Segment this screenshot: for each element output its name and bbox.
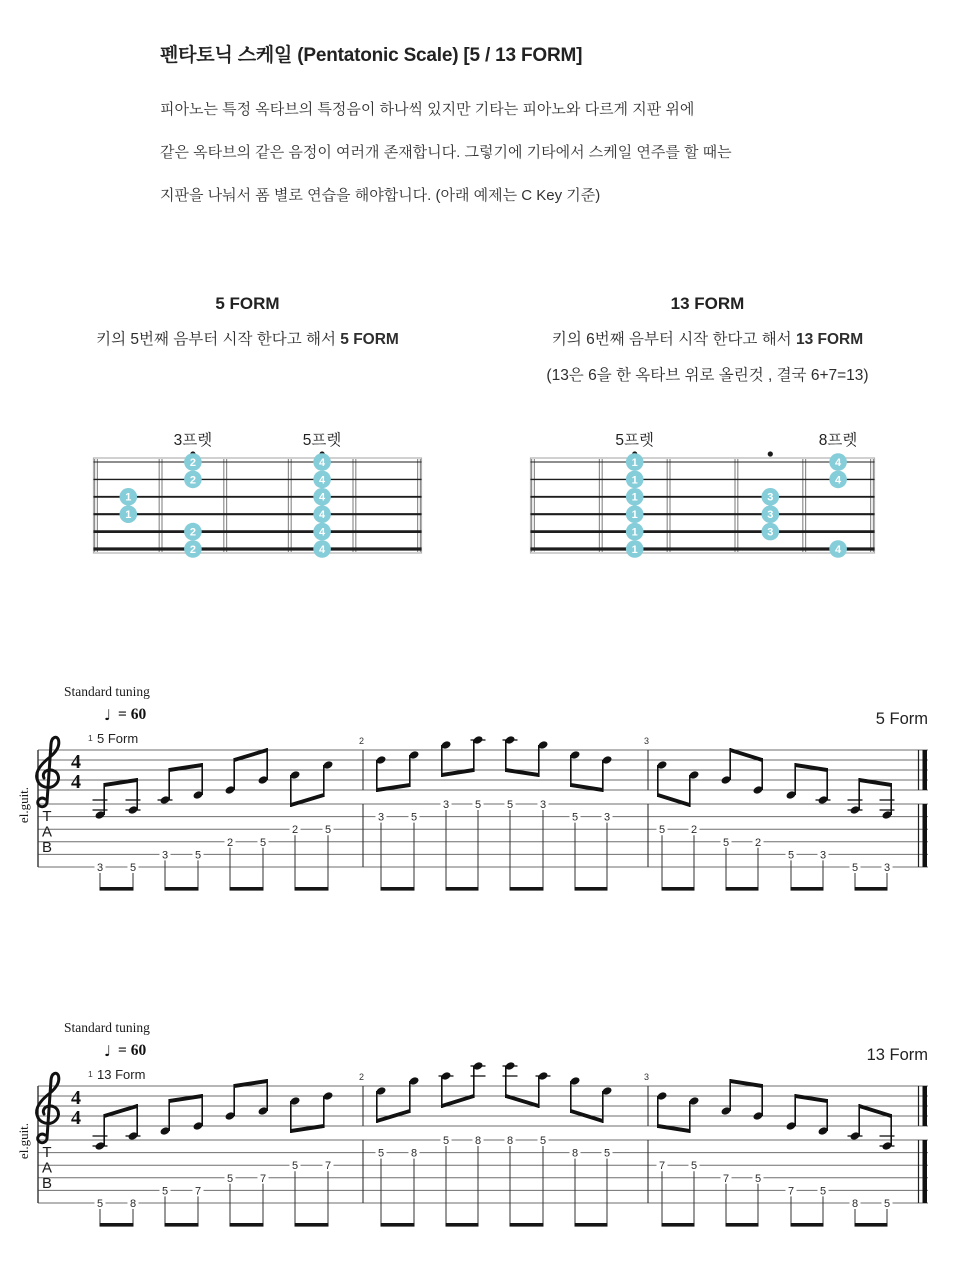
tab-beam — [165, 887, 199, 891]
tab-fret-number: 5 — [291, 1160, 299, 1173]
tab-beam — [295, 1223, 329, 1227]
tab-beam — [662, 887, 695, 891]
beam — [730, 1079, 762, 1088]
finger-number: 1 — [125, 509, 132, 522]
tab-fret-number: 3 — [883, 862, 891, 874]
tab-fret-number: 8 — [571, 1147, 579, 1160]
finger-number: 2 — [189, 474, 196, 487]
fretboard-5form — [94, 430, 422, 558]
tab-fret-number: 5 — [442, 1135, 450, 1147]
tab-fret-number: 3 — [819, 849, 827, 862]
finger-number: 3 — [767, 526, 774, 539]
tab-beam — [381, 887, 415, 891]
tab-beam — [791, 1223, 824, 1227]
tab-beam — [446, 887, 479, 891]
notation-system-13form — [0, 1016, 962, 1244]
tempo-note-icon: ♩ — [104, 1042, 112, 1060]
tab-beam — [446, 1223, 479, 1227]
beam — [169, 1094, 202, 1103]
finger-number: 1 — [631, 526, 638, 539]
tuning-label: Standard tuning — [64, 1020, 150, 1035]
finger-number: 4 — [319, 456, 326, 469]
tab-fret-number: 8 — [474, 1135, 482, 1147]
finger-number: 4 — [319, 491, 326, 504]
tab-beam — [510, 1223, 544, 1227]
finger-number: 3 — [767, 491, 774, 504]
tab-fret-number: 8 — [410, 1147, 418, 1160]
tab-beam — [510, 887, 544, 891]
finger-number: 1 — [125, 491, 132, 504]
fret-label: 5프렛 — [302, 432, 342, 449]
finger-number: 1 — [631, 474, 638, 487]
measure-number: 3 — [644, 736, 650, 746]
beam — [442, 768, 474, 777]
time-signature-top: 4 — [71, 751, 81, 773]
tab-beam — [791, 887, 824, 891]
tab-fret-number: 5 — [658, 824, 666, 837]
beam — [859, 778, 891, 787]
tab-beam — [230, 1223, 264, 1227]
tab-fret-number: 3 — [603, 811, 611, 824]
tab-clef-letter: B — [41, 1175, 53, 1192]
tab-fret-number: 5 — [129, 862, 137, 874]
final-barline-thick — [923, 1140, 928, 1203]
tab-fret-number: 5 — [819, 1185, 827, 1198]
measure-number-1: 1 — [88, 733, 93, 743]
beam — [658, 793, 690, 807]
final-barline-thick — [923, 804, 928, 867]
form-13-desc-bold: 13 FORM — [795, 331, 864, 348]
measure-number-1: 1 — [88, 1069, 93, 1079]
fret-label: 5프렛 — [615, 432, 654, 449]
treble-clef-icon — [38, 798, 47, 807]
tab-beam — [575, 887, 608, 891]
instrument-label: el.guit. — [16, 1122, 31, 1160]
finger-number: 4 — [319, 526, 326, 539]
intro-line-3: 지판을 나눠서 폼 별로 연습을 해야합니다. (아래 예제는 C Key 기준) — [160, 187, 601, 204]
tab-beam — [726, 1223, 759, 1227]
treble-clef-icon — [38, 1134, 47, 1143]
tempo-note-icon: ♩ — [104, 706, 112, 724]
beam — [795, 763, 827, 772]
form-5-desc-bold: 5 FORM — [340, 331, 399, 348]
tempo-value: = 60 — [118, 1042, 147, 1059]
tab-fret-number: 5 — [474, 799, 482, 811]
beam — [234, 1079, 267, 1088]
tab-beam — [381, 1223, 415, 1227]
fret-marker-dot — [768, 451, 773, 456]
tab-fret-number: 3 — [539, 799, 547, 811]
beam — [658, 1124, 690, 1133]
fretboard-frame — [94, 458, 422, 553]
final-barline-thick — [923, 750, 928, 790]
tab-fret-number: 5 — [883, 1198, 891, 1210]
tab-fret-number: 5 — [377, 1147, 385, 1160]
finger-number: 2 — [189, 543, 196, 556]
finger-number: 4 — [835, 543, 842, 556]
instrument-label: el.guit. — [16, 786, 31, 824]
intro-paragraph — [160, 88, 732, 217]
final-barline-thick — [923, 1086, 928, 1126]
finger-number: 3 — [767, 509, 774, 522]
tab-fret-number: 5 — [787, 849, 795, 862]
tab-beam — [855, 1223, 888, 1227]
tab-fret-number: 7 — [324, 1160, 332, 1173]
form-13-heading: 13 FORM — [670, 294, 745, 313]
form-5-heading: 5 FORM — [215, 294, 280, 313]
time-signature-bottom: 4 — [71, 771, 81, 793]
tab-clef-letter: T — [42, 808, 52, 825]
tab-beam — [855, 887, 888, 891]
form-13-column — [515, 294, 900, 385]
beam — [795, 1094, 827, 1103]
tab-fret-number: 5 — [506, 799, 514, 811]
finger-number: 4 — [319, 543, 326, 556]
finger-number: 4 — [835, 474, 842, 487]
form-13-desc-text: 키의 6번째 음부터 시작 한다고 해서 — [551, 331, 796, 348]
tab-fret-number: 8 — [851, 1198, 859, 1210]
finger-number: 1 — [631, 456, 638, 469]
tab-fret-number: 5 — [259, 836, 267, 849]
tab-beam — [165, 1223, 199, 1227]
tab-fret-number: 5 — [324, 824, 332, 837]
tab-beam — [100, 887, 134, 891]
right-form-label: 5 Form — [875, 710, 928, 728]
finger-number: 4 — [319, 509, 326, 522]
beam — [506, 768, 539, 777]
beam — [291, 793, 324, 807]
tab-beam — [230, 887, 264, 891]
tab-clef-letter: A — [41, 1159, 53, 1177]
fretboard-13form — [531, 430, 875, 558]
tab-fret-number: 7 — [658, 1160, 666, 1173]
finger-number: 2 — [189, 526, 196, 539]
measure-number: 2 — [359, 1072, 365, 1082]
tempo-value: = 60 — [118, 706, 147, 723]
tab-fret-number: 5 — [226, 1172, 234, 1185]
tab-fret-number: 7 — [259, 1172, 267, 1185]
beam — [291, 1124, 324, 1133]
tab-fret-number: 5 — [571, 811, 579, 824]
tab-fret-number: 8 — [129, 1198, 137, 1210]
tab-fret-number: 8 — [506, 1135, 514, 1147]
time-signature-top: 4 — [71, 1087, 81, 1109]
form-5-desc-text: 키의 5번째 음부터 시작 한다고 해서 — [96, 331, 341, 348]
form-13-note: (13은 6을 한 옥타브 위로 올린것 , 결국 6+7=13) — [546, 367, 869, 384]
tab-fret-number: 2 — [690, 824, 698, 837]
beam — [104, 778, 137, 787]
tab-fret-number: 5 — [690, 1160, 698, 1173]
finger-number: 1 — [631, 491, 638, 504]
fret-label: 8프렛 — [818, 432, 858, 449]
tab-fret-number: 5 — [410, 811, 418, 824]
finger-number: 4 — [835, 456, 842, 469]
tab-fret-number: 3 — [161, 849, 169, 862]
tab-fret-number: 5 — [722, 836, 730, 849]
intro-line-2: 같은 옥타브의 같은 음정이 여러개 존재합니다. 그렇기에 기타에서 스케일 연주를 할 때는 — [160, 144, 732, 161]
tab-fret-number: 5 — [96, 1198, 104, 1210]
tab-beam — [295, 887, 329, 891]
tab-fret-number: 5 — [603, 1147, 611, 1160]
tab-fret-number: 2 — [226, 836, 234, 849]
tab-beam — [575, 1223, 608, 1227]
tab-fret-number: 7 — [722, 1172, 730, 1185]
tab-fret-number: 5 — [539, 1135, 547, 1147]
page-title: 펜타토닉 스케일 (Pentatonic Scale) [5 / 13 FORM] — [160, 45, 583, 66]
tab-fret-number: 2 — [291, 824, 299, 837]
beam — [169, 763, 202, 772]
form-5-column — [60, 294, 435, 349]
tab-fret-number: 5 — [194, 849, 202, 862]
measure-number: 3 — [644, 1072, 650, 1082]
tab-fret-number: 2 — [754, 836, 762, 849]
form-13-description — [515, 327, 900, 349]
finger-number: 1 — [631, 543, 638, 556]
tab-fret-number: 7 — [787, 1185, 795, 1198]
tab-fret-number: 5 — [851, 862, 859, 874]
form-label: 13 Form — [97, 1067, 146, 1082]
beam — [377, 783, 410, 792]
form-label: 5 Form — [97, 731, 139, 746]
finger-number: 2 — [189, 456, 196, 469]
tab-beam — [726, 887, 759, 891]
tab-fret-number: 5 — [161, 1185, 169, 1198]
tab-fret-number: 5 — [754, 1172, 762, 1185]
tuning-label: Standard tuning — [64, 684, 150, 699]
tab-clef-letter: T — [42, 1144, 52, 1161]
tab-fret-number: 3 — [377, 811, 385, 824]
form-5-description — [60, 327, 435, 349]
intro-line-1: 피아노는 특정 옥타브의 특정음이 하나씩 있지만 기타는 피아노와 다르게 지판 위에 — [160, 101, 695, 118]
beam — [571, 783, 603, 792]
fret-label: 3프렛 — [173, 432, 213, 449]
tab-beam — [662, 1223, 695, 1227]
tab-fret-number: 7 — [194, 1185, 202, 1198]
tab-clef-letter: A — [41, 823, 53, 841]
measure-number: 2 — [359, 736, 365, 746]
fretboard-frame — [531, 458, 875, 553]
tab-fret-number: 3 — [442, 799, 450, 811]
notation-system-5form — [0, 680, 962, 908]
tab-fret-number: 3 — [96, 862, 104, 874]
time-signature-bottom: 4 — [71, 1107, 81, 1129]
tab-beam — [100, 1223, 134, 1227]
finger-number: 1 — [631, 509, 638, 522]
tab-clef-letter: B — [41, 839, 53, 856]
finger-number: 4 — [319, 474, 326, 487]
right-form-label: 13 Form — [866, 1046, 928, 1064]
fretboard-diagrams — [0, 420, 962, 570]
